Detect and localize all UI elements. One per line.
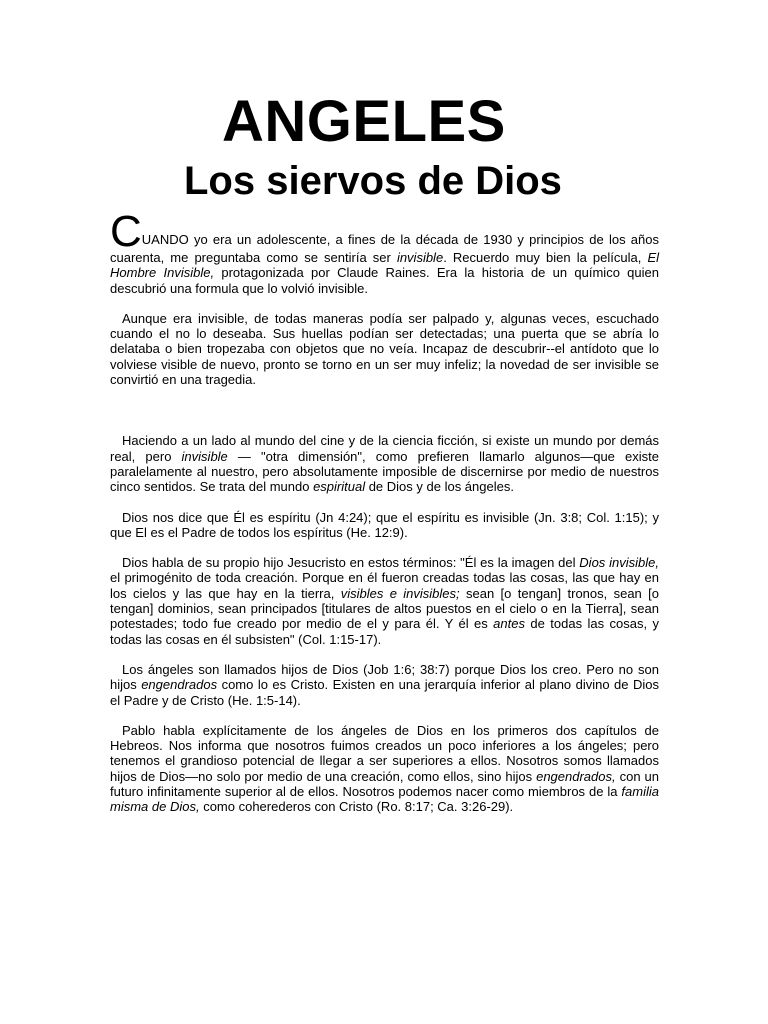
document-subtitle: Los siervos de Dios (184, 159, 562, 203)
document-page (110, 88, 659, 815)
paragraph-5: Dios habla de su propio hijo Jesucristo en estos términos: "Él es la imagen del Dios invisible, el primogénito de toda creación. Porque en él fueron creadas todas las cosas, las que hay en los cielos y las que hay en la tierra, visibles e invisibles; sean [o tengan] tronos, sean [o tengan] dominios, sean principados [titulares de altos puestos en el cielo o en la Tierra], sean potestades; todo fue creado por medio de el y para él. Y él es antes de todas las cosas, y todas las cosas en él subsisten" (Col. 1:15-17). (110, 555, 659, 647)
paragraph-7: Pablo habla explícitamente de los ángeles de Dios en los primeros dos capítulos de Hebreos. Nos informa que nosotros fuimos creados un poco inferiores a los ángeles; pero tenemos el grandioso potencial de llegar a ser superiores a ellos. Nosotros somos llamados hijos de Dios—no solo por medio de una creación, como ellos, sino hijos engendrados, con un futuro infinitamente superior al de ellos. Nosotros podemos nacer como miembros de la familia misma de Dios, como coherederos con Cristo (Ro. 8:17; Ca. 3:26-29). (110, 722, 659, 815)
paragraph-6: Los ángeles son llamados hijos de Dios (Job 1:6; 38:7) porque Dios los creo. Pero no son hijos engendrados como lo es Cristo. Existen en una jerarquía inferior al plano divino de Dios el Padre y de Cristo (He. 1:5-14). (110, 661, 659, 708)
paragraph-3: Haciendo a un lado al mundo del cine y de la ciencia ficción, si existe un mundo por demás real, pero invisible — "otra dimensión", como prefieren llamarlo algunos—que existe paralelamente al nuestro, pero absolutamente imposible de discernirse por medio de nuestros cinco sentidos. Se trata del mundo espiritual de Dios y de los ángeles. (110, 433, 659, 495)
drop-cap: C (110, 207, 142, 256)
paragraph-4: Dios nos dice que Él es espíritu (Jn 4:24); que el espíritu es invisible (Jn. 3:8; Col. 1:15); y que El es el Padre de todos los espíritus (He. 12:9). (110, 509, 659, 540)
paragraph-2: Aunque era invisible, de todas maneras podía ser palpado y, algunas veces, escuchado cuando el no lo deseaba. Sus huellas podían ser detectadas; una puerta que se abría lo delataba o bien tropezaba con objetos que no veía. Incapaz de descubrir--el antídoto que lo volviese visible de nuevo, pronto se torno en un ser muy infeliz; la novedad de ser invisible se convirtió en una tragedia. (110, 310, 659, 388)
document-title: ANGELES (222, 89, 506, 154)
paragraph-1: CUANDO yo era un adolescente, a fines de la década de 1930 y principios de los años cuarenta, me preguntaba como se sentiría ser invisible. Recuerdo muy bien la película, El Hombre Invisible, protagonizada por Claude Raines. Era la historia de un químico quien descubrió una formula que lo volvió invisible. (110, 207, 659, 296)
